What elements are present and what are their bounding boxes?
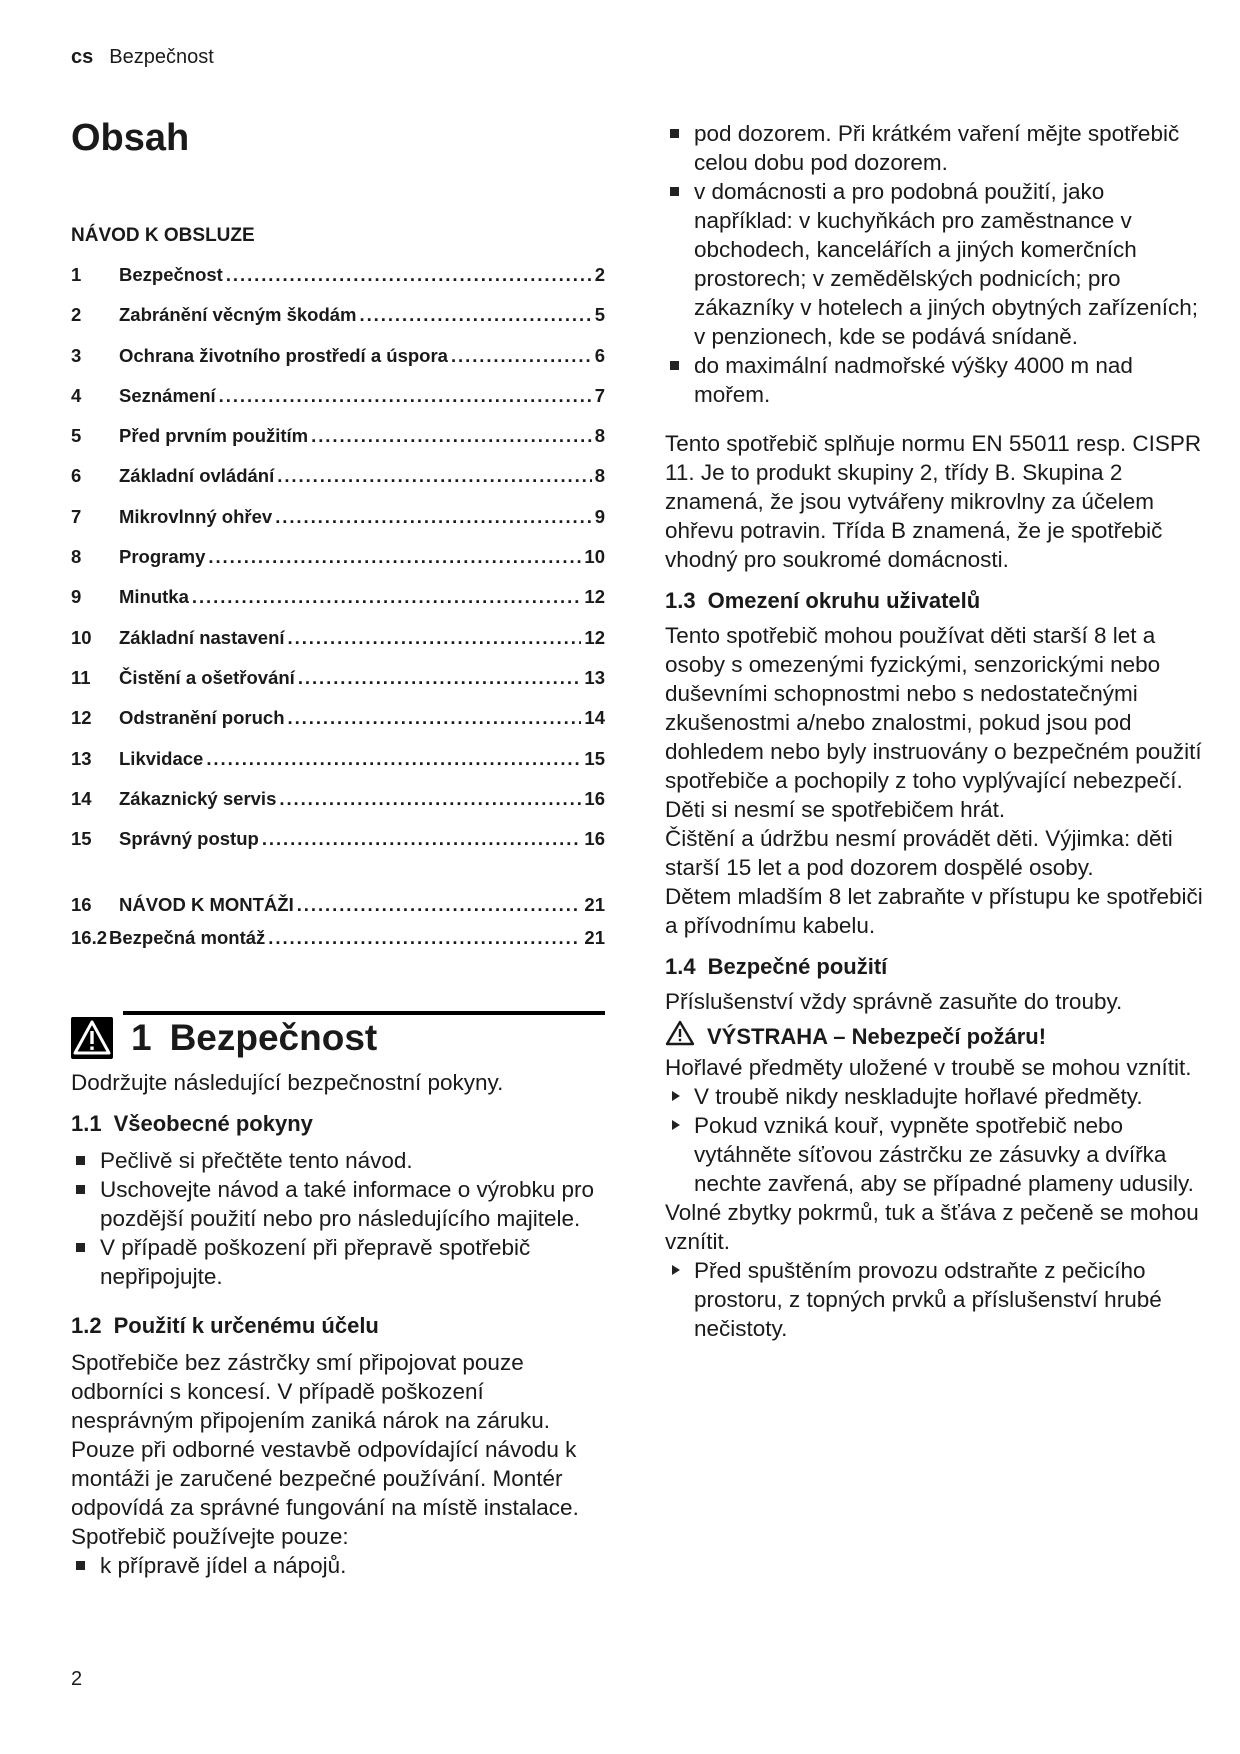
toc-row[interactable] — [71, 586, 605, 626]
paragraph: Příslušenství vždy správně zasuňte do trouby. — [665, 989, 1123, 1014]
paragraph: Spotřebiče bez zástrčky smí připojovat pouze odborníci s koncesí. V případě poškození nesprávným připojením zaniká nárok na záruku. Pouze při odborné vestavbě odpovídající návodu k montáži je zaručené bezpečné používání. Montér odpovídá za správné fungování na místě instalace. — [71, 1350, 579, 1520]
paragraph: Tento spotřebič splňuje normu EN 55011 resp. CISPR 11. Je to produkt skupiny 2, třídy B. Skupina 2 znamená, že jsou vytvářeny mikrovlny za účelem ohřevu potravin. Třída B znamená, že je spotřebič vhodný pro soukromé domácnosti. — [665, 431, 1202, 572]
warning-icon — [71, 1017, 113, 1059]
toc-number: 2 — [71, 304, 82, 326]
toc-page: 21 — [584, 927, 605, 948]
subsection-number: 1.4 — [665, 954, 696, 979]
subsection-heading-1-2 — [71, 1311, 605, 1340]
page-header — [71, 46, 214, 69]
list-item: V troubě nikdy neskladujte hořlavé předměty. — [665, 1082, 1205, 1111]
list-item: V případě poškození při přepravě spotřebič nepřipojujte. — [71, 1233, 605, 1291]
warning-title: VÝSTRAHA – Nebezpečí požáru! — [707, 1024, 1047, 1049]
subsection-heading-1-1 — [71, 1109, 605, 1138]
toc-label: Odstranění poruch — [119, 707, 285, 729]
subsection-number: 1.3 — [665, 588, 696, 613]
toc-leader — [277, 465, 591, 487]
toc-leader — [219, 385, 592, 407]
warning-box — [665, 1020, 1205, 1053]
toc-row[interactable] — [71, 304, 605, 344]
paragraph: Spotřebič používejte pouze: — [71, 1524, 349, 1549]
toc-row[interactable] — [71, 465, 605, 505]
general-guidelines-list — [71, 1146, 605, 1291]
toc-page: 12 — [584, 586, 605, 608]
language-code: cs — [71, 46, 94, 68]
toc-label: Bezpečná montáž — [109, 927, 266, 948]
residue-steps-list — [665, 1256, 1205, 1343]
toc-number: 1 — [71, 264, 82, 285]
list-item: v domácnosti a pro podobná použití, jako například: v kuchyňkách pro zaměstnance v obchodech, kancelářích a jiných komerčních prostorech; v zemědělských podnicích; pro zákazníky v hotelech a jiných obytných zařízeních; v penzionech, kde se podává snídaně. — [665, 177, 1205, 351]
section-number: 1 — [131, 1017, 152, 1058]
toc-number: 13 — [71, 747, 92, 769]
toc-number: 11 — [71, 666, 91, 688]
toc-row[interactable] — [71, 546, 605, 586]
toc-page: 9 — [594, 505, 605, 527]
toc-page: 14 — [584, 707, 605, 729]
toc-page: 13 — [584, 666, 605, 688]
toc-label: Čistění a ošetřování — [119, 666, 295, 688]
toc-label: Základní ovládání — [119, 465, 275, 487]
page-number: 2 — [71, 1668, 83, 1690]
toc-leader — [275, 506, 592, 528]
toc-number: 8 — [71, 546, 82, 568]
toc-label: NÁVOD K MONTÁŽI — [119, 894, 294, 915]
toc-page: 16 — [584, 828, 605, 850]
toc-page: 8 — [594, 465, 605, 487]
toc-row[interactable] — [71, 707, 605, 747]
toc-page: 10 — [584, 546, 605, 568]
list-item: Před spuštěním provozu odstraňte z pečicího prostoru, z topných prvků a příslušenství hrubé nečistoty. — [665, 1256, 1205, 1343]
toc-title: Obsah — [71, 117, 190, 159]
list-item: Uschovejte návod a také informace o výrobku pro pozdější použití nebo pro následujícího majitele. — [71, 1175, 605, 1233]
toc-label: Zabránění věcným škodám — [119, 304, 357, 326]
toc-page: 15 — [584, 747, 605, 769]
toc-leader — [206, 748, 581, 770]
left-flow — [71, 1068, 605, 1580]
toc-number: 7 — [71, 505, 82, 527]
toc-leader — [226, 264, 592, 286]
toc-row[interactable] — [71, 788, 605, 828]
toc-page: 8 — [594, 425, 605, 447]
toc-number: 4 — [71, 384, 82, 406]
section-intro: Dodržujte následující bezpečnostní pokyny. — [71, 1070, 504, 1095]
intended-use-list-cont — [665, 119, 1205, 409]
section-heading — [131, 1017, 377, 1059]
subsection-title: Omezení okruhu uživatelů — [707, 588, 981, 613]
toc-label: Seznámení — [119, 384, 216, 406]
toc-leader — [298, 667, 582, 689]
list-item: do maximální nadmořské výšky 4000 m nad mořem. — [665, 351, 1205, 409]
toc-label: Ochrana životního prostředí a úspora — [119, 344, 448, 366]
toc-page: 7 — [594, 384, 605, 406]
list-item: k přípravě jídel a nápojů. — [71, 1551, 605, 1580]
toc-number: 14 — [71, 787, 92, 809]
subsection-heading-1-4 — [665, 952, 1205, 981]
toc-label: Základní nastavení — [119, 626, 285, 648]
subsection-title: Všeobecné pokyny — [113, 1111, 313, 1136]
toc-page: 2 — [594, 264, 605, 285]
table-of-contents — [71, 264, 605, 868]
list-item: Pečlivě si přečtěte tento návod. — [71, 1146, 605, 1175]
header-section: Bezpečnost — [109, 46, 214, 68]
toc-leader — [268, 927, 581, 949]
warning-triangle-icon — [665, 1020, 695, 1053]
paragraph: Děti si nesmí se spotřebičem hrát. — [665, 797, 1006, 822]
paragraph: Čištění a údržbu nesmí provádět děti. Výjimka: děti starší 15 let a pod dozorem dospělé osoby. — [665, 826, 1173, 880]
toc-row[interactable] — [71, 425, 605, 465]
toc-page: 21 — [584, 894, 605, 915]
toc-subtitle: NÁVOD K OBSLUZE — [71, 225, 255, 246]
intended-use-list — [71, 1551, 605, 1580]
toc-row[interactable] — [71, 894, 605, 927]
toc-installation — [71, 894, 605, 960]
toc-number: 3 — [71, 344, 82, 366]
subsection-number: 1.2 — [71, 1313, 102, 1338]
toc-row[interactable] — [71, 627, 605, 667]
section-title: Bezpečnost — [169, 1017, 378, 1058]
section-rule — [123, 1011, 605, 1015]
toc-leader — [360, 304, 592, 326]
fire-steps-list — [665, 1082, 1205, 1198]
toc-label: Správný postup — [119, 828, 259, 850]
toc-row[interactable] — [71, 667, 605, 707]
toc-label: Mikrovlnný ohřev — [119, 505, 273, 527]
toc-number: 12 — [71, 707, 92, 729]
toc-page: 16 — [584, 787, 605, 809]
subsection-heading-1-3 — [665, 586, 1205, 615]
toc-leader — [288, 627, 582, 649]
toc-leader — [288, 707, 582, 729]
toc-number: 15 — [71, 828, 92, 850]
toc-row[interactable] — [71, 345, 605, 385]
toc-row[interactable] — [71, 264, 605, 304]
toc-leader — [208, 546, 581, 568]
toc-leader — [451, 345, 592, 367]
paragraph: Volné zbytky pokrmů, tuk a šťáva z pečeně se mohou vznítit. — [665, 1200, 1199, 1254]
toc-number: 10 — [71, 626, 92, 648]
toc-page: 12 — [584, 626, 605, 648]
toc-label: Zákaznický servis — [119, 787, 277, 809]
toc-row[interactable] — [71, 506, 605, 546]
paragraph: Hořlavé předměty uložené v troubě se mohou vznítit. — [665, 1055, 1192, 1080]
toc-number: 9 — [71, 586, 82, 608]
toc-label: Před prvním použitím — [119, 425, 309, 447]
toc-page: 6 — [594, 344, 605, 366]
subsection-number: 1.1 — [71, 1111, 102, 1136]
toc-number: 16.2 — [71, 927, 108, 948]
toc-leader — [297, 894, 582, 916]
toc-page: 5 — [594, 304, 605, 326]
toc-leader — [262, 828, 582, 850]
toc-label: Bezpečnost — [119, 264, 223, 285]
paragraph: Dětem mladším 8 let zabraňte v přístupu ke spotřebiči a přívodnímu kabelu. — [665, 884, 1203, 938]
toc-row[interactable] — [71, 748, 605, 788]
toc-number: 6 — [71, 465, 82, 487]
toc-label: Minutka — [119, 586, 189, 608]
toc-row[interactable] — [71, 828, 605, 868]
right-flow — [665, 119, 1205, 1343]
list-item: Pokud vzniká kouř, vypněte spotřebič nebo vytáhněte síťovou zástrčku ze zásuvky a dvířka nechte zavřená, aby se případné plameny udusily. — [665, 1111, 1205, 1198]
subsection-title: Bezpečné použití — [707, 954, 888, 979]
paragraph: Tento spotřebič mohou používat děti starší 8 let a osoby s omezenými fyzickými, senzorickými nebo duševními schopnostmi nebo s nedostatečnými zkušenostmi a/nebo znalostmi, pokud jsou pod dohledem nebo byly instruovány o bezpečném použití spotřebiče a pochopily z toho vyplývající nebezpečí. — [665, 623, 1202, 793]
toc-label: Programy — [119, 546, 206, 568]
subsection-title: Použití k určenému účelu — [113, 1313, 379, 1338]
toc-row[interactable] — [71, 385, 605, 425]
toc-leader — [279, 788, 581, 810]
toc-leader — [311, 425, 592, 447]
toc-leader — [192, 586, 582, 608]
toc-number: 16 — [71, 894, 92, 915]
toc-label: Likvidace — [119, 747, 204, 769]
toc-number: 5 — [71, 425, 82, 447]
toc-row[interactable] — [71, 927, 605, 960]
list-item: pod dozorem. Při krátkém vaření mějte spotřebič celou dobu pod dozorem. — [665, 119, 1205, 177]
